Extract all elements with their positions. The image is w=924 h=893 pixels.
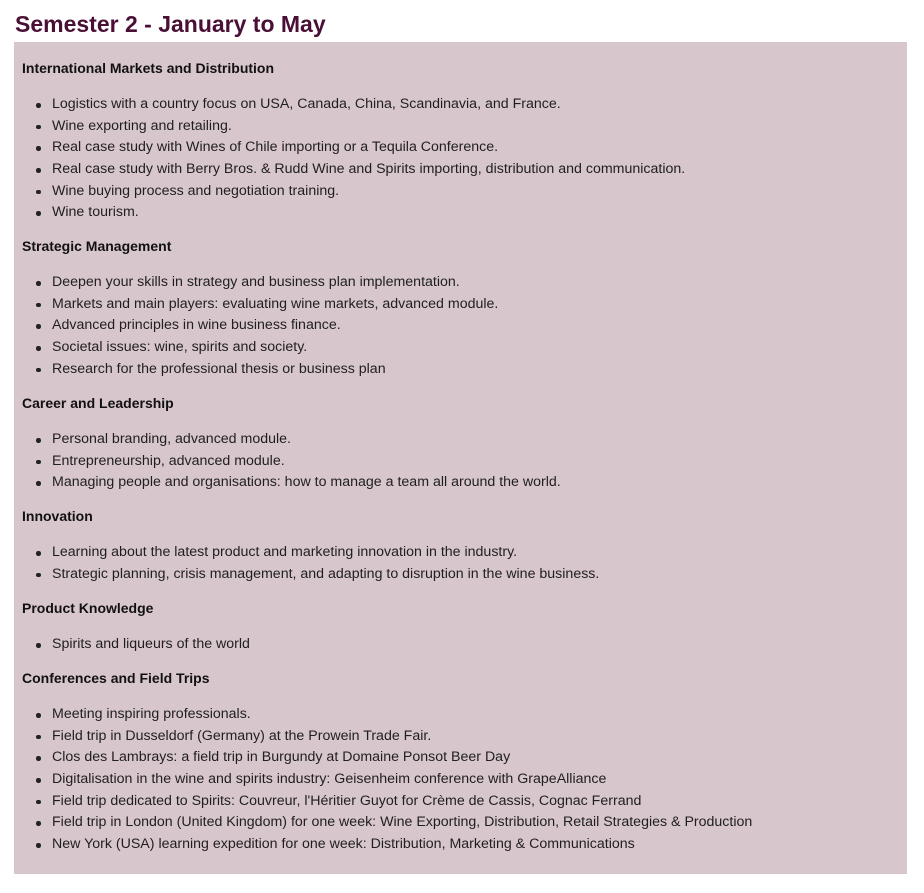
bullet-icon (36, 211, 41, 216)
section-heading: Innovation (22, 508, 93, 524)
bullet-icon (36, 324, 41, 329)
item-list (14, 634, 250, 656)
item-list (14, 272, 498, 380)
list-item: Meeting inspiring professionals. (14, 704, 752, 726)
bullet-icon (36, 125, 41, 130)
bullet-icon (36, 573, 41, 578)
section-heading: Product Knowledge (22, 600, 154, 616)
list-item: Logistics with a country focus on USA, Canada, China, Scandinavia, and France. (14, 94, 685, 116)
list-item: Digitalisation in the wine and spirits industry: Geisenheim conference with GrapeAlliance (14, 769, 752, 791)
item-list (14, 704, 752, 856)
list-item: Entrepreneurship, advanced module. (14, 451, 561, 473)
bullet-icon (36, 281, 41, 286)
bullet-icon (36, 303, 41, 308)
list-item: Research for the professional thesis or business plan (14, 359, 498, 381)
bullet-icon (36, 800, 41, 805)
list-item: Deepen your skills in strategy and business plan implementation. (14, 272, 498, 294)
bullet-icon (36, 756, 41, 761)
list-item: Real case study with Berry Bros. & Rudd Wine and Spirits importing, distribution and communication. (14, 159, 685, 181)
bullet-icon (36, 735, 41, 740)
bullet-icon (36, 103, 41, 108)
bullet-icon (36, 778, 41, 783)
list-item: New York (USA) learning expedition for one week: Distribution, Marketing & Communications (14, 834, 752, 856)
list-item: Wine buying process and negotiation training. (14, 181, 685, 203)
section-heading: Career and Leadership (22, 395, 174, 411)
bullet-icon (36, 368, 41, 373)
list-item: Societal issues: wine, spirits and society. (14, 337, 498, 359)
list-item: Markets and main players: evaluating wine markets, advanced module. (14, 294, 498, 316)
bullet-icon (36, 713, 41, 718)
list-item: Field trip in London (United Kingdom) for one week: Wine Exporting, Distribution, Retail Strategies & Production (14, 812, 752, 834)
bullet-icon (36, 460, 41, 465)
list-item: Real case study with Wines of Chile importing or a Tequila Conference. (14, 137, 685, 159)
item-list (14, 542, 599, 585)
list-item: Wine exporting and retailing. (14, 116, 685, 138)
list-item: Wine tourism. (14, 202, 685, 224)
page-title: Semester 2 - January to May (15, 11, 326, 37)
list-item: Strategic planning, crisis management, and adapting to disruption in the wine business. (14, 564, 599, 586)
bullet-icon (36, 843, 41, 848)
item-list (14, 429, 561, 494)
list-item: Field trip dedicated to Spirits: Couvreur, l'Héritier Guyot for Crème de Cassis, Cognac Ferrand (14, 791, 752, 813)
list-item: Field trip in Dusseldorf (Germany) at the Prowein Trade Fair. (14, 726, 752, 748)
course-panel (14, 42, 907, 874)
list-item: Advanced principles in wine business finance. (14, 315, 498, 337)
item-list (14, 94, 685, 224)
bullet-icon (36, 438, 41, 443)
bullet-icon (36, 643, 41, 648)
list-item: Clos des Lambrays: a field trip in Burgundy at Domaine Ponsot Beer Day (14, 747, 752, 769)
section-heading: Conferences and Field Trips (22, 670, 210, 686)
bullet-icon (36, 190, 41, 195)
bullet-icon (36, 551, 41, 556)
list-item: Personal branding, advanced module. (14, 429, 561, 451)
list-item: Spirits and liqueurs of the world (14, 634, 250, 656)
bullet-icon (36, 481, 41, 486)
bullet-icon (36, 168, 41, 173)
section-heading: Strategic Management (22, 238, 172, 254)
section-heading: International Markets and Distribution (22, 60, 275, 76)
bullet-icon (36, 821, 41, 826)
bullet-icon (36, 146, 41, 151)
bullet-icon (36, 346, 41, 351)
list-item: Learning about the latest product and marketing innovation in the industry. (14, 542, 599, 564)
list-item: Managing people and organisations: how to manage a team all around the world. (14, 472, 561, 494)
